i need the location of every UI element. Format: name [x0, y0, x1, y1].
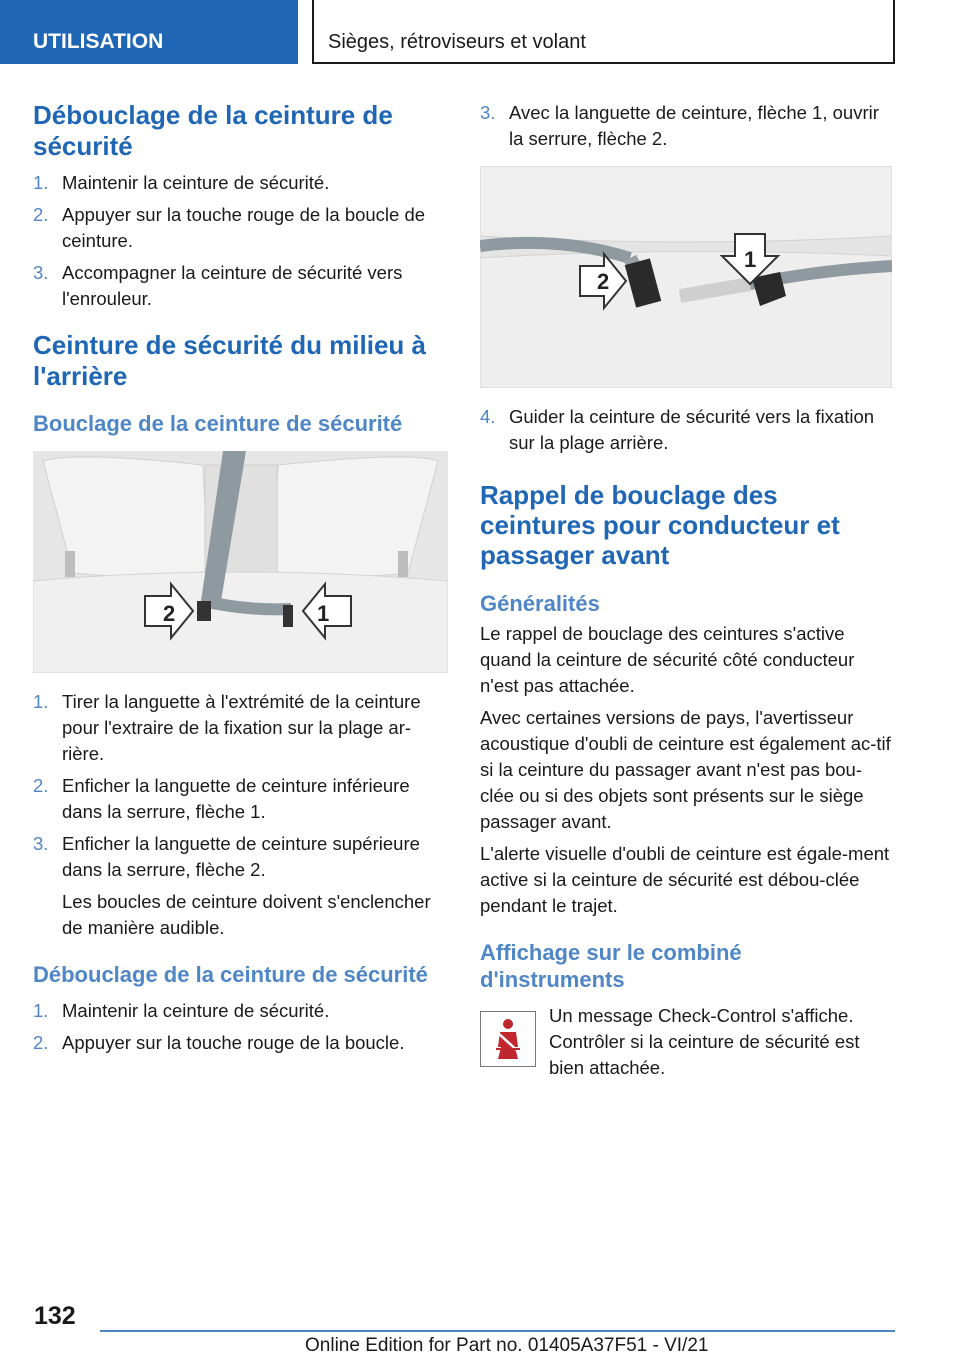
figure-rear-seat-buckle: [33, 451, 448, 673]
chapter-title: Sièges, rétroviseurs et volant: [312, 0, 895, 64]
list-item: 1. Tirer la languette à l'extrémité de la ceinture pour l'extraire de la fixation sur la plage ar-rière.: [33, 691, 421, 764]
heading-unbuckle-rear: Débouclage de la ceinture de sécurité: [33, 962, 428, 987]
edition-text: Online Edition for Part no. 01405A37F51 - VI/21: [305, 1335, 709, 1356]
warning-text: Un message Check-Control s'affiche. Contrôler si la ceinture de sécurité est bien attachée.: [549, 1005, 860, 1078]
list-item: 2. Appuyer sur la touche rouge de la boucle de ceinture.: [33, 204, 426, 251]
arrow-label: 1: [317, 601, 330, 626]
list-item: 2. Enficher la languette de ceinture inférieure dans la serrure, flèche 1.: [33, 775, 410, 822]
seatbelt-warning-icon: [480, 1011, 536, 1067]
list-item: 3. Avec la languette de ceinture, flèche 1, ouvrir la serrure, flèche 2.: [480, 102, 879, 149]
warning-note: [480, 1003, 892, 1081]
unbuckle-rear-steps-cont: [480, 100, 892, 152]
heading-rear-middle-belt: Ceinture de sécurité du milieu à l'arrière: [33, 330, 426, 391]
list-item: 1. Maintenir la ceinture de sécurité.: [33, 1000, 330, 1021]
left-column: [33, 100, 448, 1062]
heading-instrument-display: Affichage sur le combiné d'instruments: [480, 940, 742, 992]
heading-general: Généralités: [480, 591, 600, 616]
section-tab: UTILISATION: [0, 0, 298, 64]
buckle-note: Les boucles de ceinture doivent s'enclencher de manière audible.: [62, 891, 431, 938]
buckle-illustration: [480, 166, 892, 388]
heading-belt-reminder: Rappel de bouclage des ceintures pour conducteur et passager avant: [480, 480, 840, 570]
arrow-label: 1: [744, 247, 757, 272]
arrow-label: 2: [163, 601, 176, 626]
page-number: 132: [34, 1302, 76, 1330]
list-item: 4. Guider la ceinture de sécurité vers la fixation sur la plage arrière.: [480, 406, 875, 453]
unbuckle-steps: [33, 170, 448, 312]
paragraph: L'alerte visuelle d'oubli de ceinture est égale-ment active si la ceinture de sécurité est débou-clée pendant le trajet.: [480, 843, 890, 916]
heading-unbuckle: Débouclage de la ceinture de sécurité: [33, 100, 393, 161]
paragraph: Le rappel de bouclage des ceintures s'active quand la ceinture de sécurité côté conducteur n'est pas attachée.: [480, 623, 855, 696]
list-item: 2. Appuyer sur la touche rouge de la boucle.: [33, 1032, 405, 1053]
figure-buckle-release: [480, 166, 892, 388]
footer-rule: [100, 1330, 895, 1332]
right-column: [480, 100, 892, 1081]
list-item: 1. Maintenir la ceinture de sécurité.: [33, 172, 330, 193]
list-item: 3. Enficher la languette de ceinture supérieure dans la serrure, flèche 2.: [33, 833, 420, 880]
list-item: 3. Accompagner la ceinture de sécurité vers l'enrouleur.: [33, 262, 403, 309]
unbuckle-rear-steps: [33, 998, 448, 1056]
arrow-label: 2: [597, 269, 610, 294]
seat-illustration: [33, 451, 448, 673]
paragraph: Avec certaines versions de pays, l'avertisseur acoustique d'oubli de ceinture est également ac-tif si la ceinture du passager avant n'est pas bou-clée ou si des objets sont présents sur le siège passager avant.: [480, 707, 891, 832]
buckle-steps: [33, 689, 448, 883]
unbuckle-rear-steps-end: [480, 404, 892, 456]
heading-buckle: Bouclage de la ceinture de sécurité: [33, 411, 403, 436]
